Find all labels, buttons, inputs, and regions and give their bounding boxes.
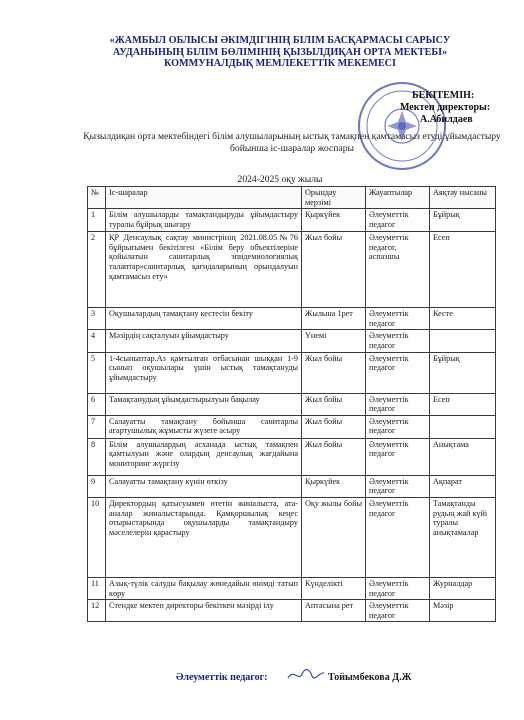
row-form: Есеп xyxy=(430,232,496,308)
row-term: Жыл бойы xyxy=(302,438,366,475)
table-row xyxy=(88,393,496,415)
row-responsible: Әлеуметтік педагог xyxy=(366,209,430,232)
row-responsible: Әлеуметтік педагог xyxy=(366,393,430,415)
table-row xyxy=(88,600,496,622)
row-responsible: Әлеуметтік педагог xyxy=(366,308,430,330)
academic-year: 2024-2025 оқу жылы xyxy=(237,174,323,185)
row-event: Білім алушылардың асханада ыстық тамақпен қамтылуын және олардың денсаулық жағдайына мониторинг жүргізу xyxy=(106,438,302,475)
row-event: Салауатты тамақтану бойынша санитарлы ағартушылық жұмысты жүзеге асыру xyxy=(106,415,302,438)
org-line-1: «ЖАМБЫЛ ОБЛЫСЫ ӘКІМДІГІНІҢ БІЛІМ БАСҚАРМАСЫ САРЫСУ xyxy=(109,35,451,46)
row-form: Тамақтанды рудың жай күйі туралы анықтамалар xyxy=(430,497,496,577)
row-number: 8 xyxy=(88,438,106,475)
document-subtitle xyxy=(62,131,522,155)
table-row xyxy=(88,352,496,393)
row-term: Күнделікті xyxy=(302,577,366,599)
row-event: Салауатты тамақтану күнін өткізу xyxy=(106,475,302,497)
row-number: 9 xyxy=(88,475,106,497)
header-number: № xyxy=(88,187,106,209)
approval-block xyxy=(400,90,520,126)
row-term: Жыл бойы xyxy=(302,232,366,308)
events-table xyxy=(87,186,496,622)
row-form: Бұйрық xyxy=(430,352,496,393)
row-form xyxy=(430,415,496,438)
row-responsible: Әлеуметтік педагог xyxy=(366,352,430,393)
row-number: 5 xyxy=(88,352,106,393)
signature-icon xyxy=(286,666,326,684)
row-event: ҚР Денсаулық сақтау министрінің 2021.08.05№76 бұйрығымен бекітілген «Білім беру объектілеріне қойылатын санитарлық эпидемиологиялық талаптар»санитарлық қағидаларының орындалуын қамтамасыз ету» xyxy=(106,232,302,308)
row-event: Оқушылардың тамақтану кестесін бекіту xyxy=(106,308,302,330)
row-event: 1-4сыныптар.Аз қамтылған отбасынан шыққан 1-9 сынып оқушылары үшін ыстық тамақтануды ұйымдастыру xyxy=(106,352,302,393)
row-responsible: Әлеуметтік педагог, аспазшы xyxy=(366,232,430,308)
row-term: Үнемі xyxy=(302,330,366,352)
row-term: Қыркүйек xyxy=(302,209,366,232)
table-row xyxy=(88,415,496,438)
row-term: Жыл бойы xyxy=(302,393,366,415)
organization-header xyxy=(60,35,500,70)
subtitle-line-2: бойынша іс-шаралар жоспары xyxy=(230,143,354,154)
row-term: Жылына 1рет xyxy=(302,308,366,330)
approve-role: Мектеп директоры: xyxy=(400,102,491,113)
row-number: 4 xyxy=(88,330,106,352)
row-responsible: Әлеуметтік педагог xyxy=(366,330,430,352)
row-event: Директордың қатысуымен өтетін жиналыста, ата-аналар жиналыстарында. Қамқоршылық кеңес отырыстарында оқушыларды тамақтандыру мәселелерін қарастыру xyxy=(106,497,302,577)
table-row xyxy=(88,438,496,475)
table-row xyxy=(88,330,496,352)
row-number: 10 xyxy=(88,497,106,577)
row-responsible: Әлеуметтік педагог xyxy=(366,577,430,599)
row-term: Жыл бойы xyxy=(302,352,366,393)
header-event: Іс-шаралар xyxy=(106,187,302,209)
row-number: 6 xyxy=(88,393,106,415)
row-form: Журналдар xyxy=(430,577,496,599)
org-line-2: АУДАНЫНЫҢ БІЛІМ БӨЛІМІНІҢ ҚЫЗЫЛДИҚАН ОРТА МЕКТЕБІ» xyxy=(112,46,448,58)
row-responsible: Әлеуметтік педагог xyxy=(366,600,430,622)
header-responsible: Жауаптылар xyxy=(366,187,430,209)
row-form xyxy=(430,330,496,352)
row-number: 2 xyxy=(88,232,106,308)
header-term: Орындау мерзімі xyxy=(302,187,366,209)
table-header-row xyxy=(88,187,496,209)
row-event: Азық-түлік салуды бақылау жөнедайын өнімді татып көру xyxy=(106,577,302,599)
footer-role: Әлеуметтік педагог: xyxy=(176,672,268,683)
approve-name: А.Абилдаев xyxy=(420,114,473,125)
row-number: 12 xyxy=(88,600,106,622)
row-form: Кесте xyxy=(430,308,496,330)
table-row xyxy=(88,475,496,497)
row-term: Оқу жылы бойы xyxy=(302,497,366,577)
row-term: Қыркүйек xyxy=(302,475,366,497)
table-row xyxy=(88,308,496,330)
row-number: 7 xyxy=(88,415,106,438)
row-event: Тамақтанудың ұйымдастырылуын бақылау xyxy=(106,393,302,415)
row-event: Білім алушыларды тамақтандыруды ұйымдастыру туралы бұйрық шығару xyxy=(106,209,302,232)
org-line-3: КОММУНАЛДЫҚ МЕМЛЕКЕТТІК МЕКЕМЕСІ xyxy=(164,58,396,69)
table-row xyxy=(88,209,496,232)
row-responsible: Әлеуметтік педагог xyxy=(366,438,430,475)
row-number: 11 xyxy=(88,577,106,599)
row-form: Ақпарат xyxy=(430,475,496,497)
footer-name: Тойымбекова Д.Ж xyxy=(328,672,412,683)
row-event: Мәзірдің сақталуын ұйымдастыру xyxy=(106,330,302,352)
table-row xyxy=(88,497,496,577)
row-term: Аптасына рет xyxy=(302,600,366,622)
table-row xyxy=(88,577,496,599)
row-number: 1 xyxy=(88,209,106,232)
row-number: 3 xyxy=(88,308,106,330)
row-responsible: Әлеуметтік педагог xyxy=(366,475,430,497)
row-form: Есеп xyxy=(430,393,496,415)
row-form: Бұйрық xyxy=(430,209,496,232)
row-responsible: Әлеуметтік педагог xyxy=(366,415,430,438)
row-event: Стендке мектеп директоры бекіткен мәзірді ілу xyxy=(106,600,302,622)
row-term: Жыл бойы xyxy=(302,415,366,438)
row-form: Анықтама xyxy=(430,438,496,475)
row-form: Мәзір xyxy=(430,600,496,622)
footer xyxy=(176,672,412,683)
table-row xyxy=(88,232,496,308)
header-form: Аяқтау нысаны xyxy=(430,187,496,209)
approve-title: БЕКІТЕМІН: xyxy=(412,90,475,101)
subtitle-line-1: Қызылдиқан орта мектебіндегі білім алушыларының ыстық тамақпен қамтамасыз етуді ұйымдастыру xyxy=(83,131,501,142)
row-responsible: Әлеуметтік педагог xyxy=(366,497,430,577)
